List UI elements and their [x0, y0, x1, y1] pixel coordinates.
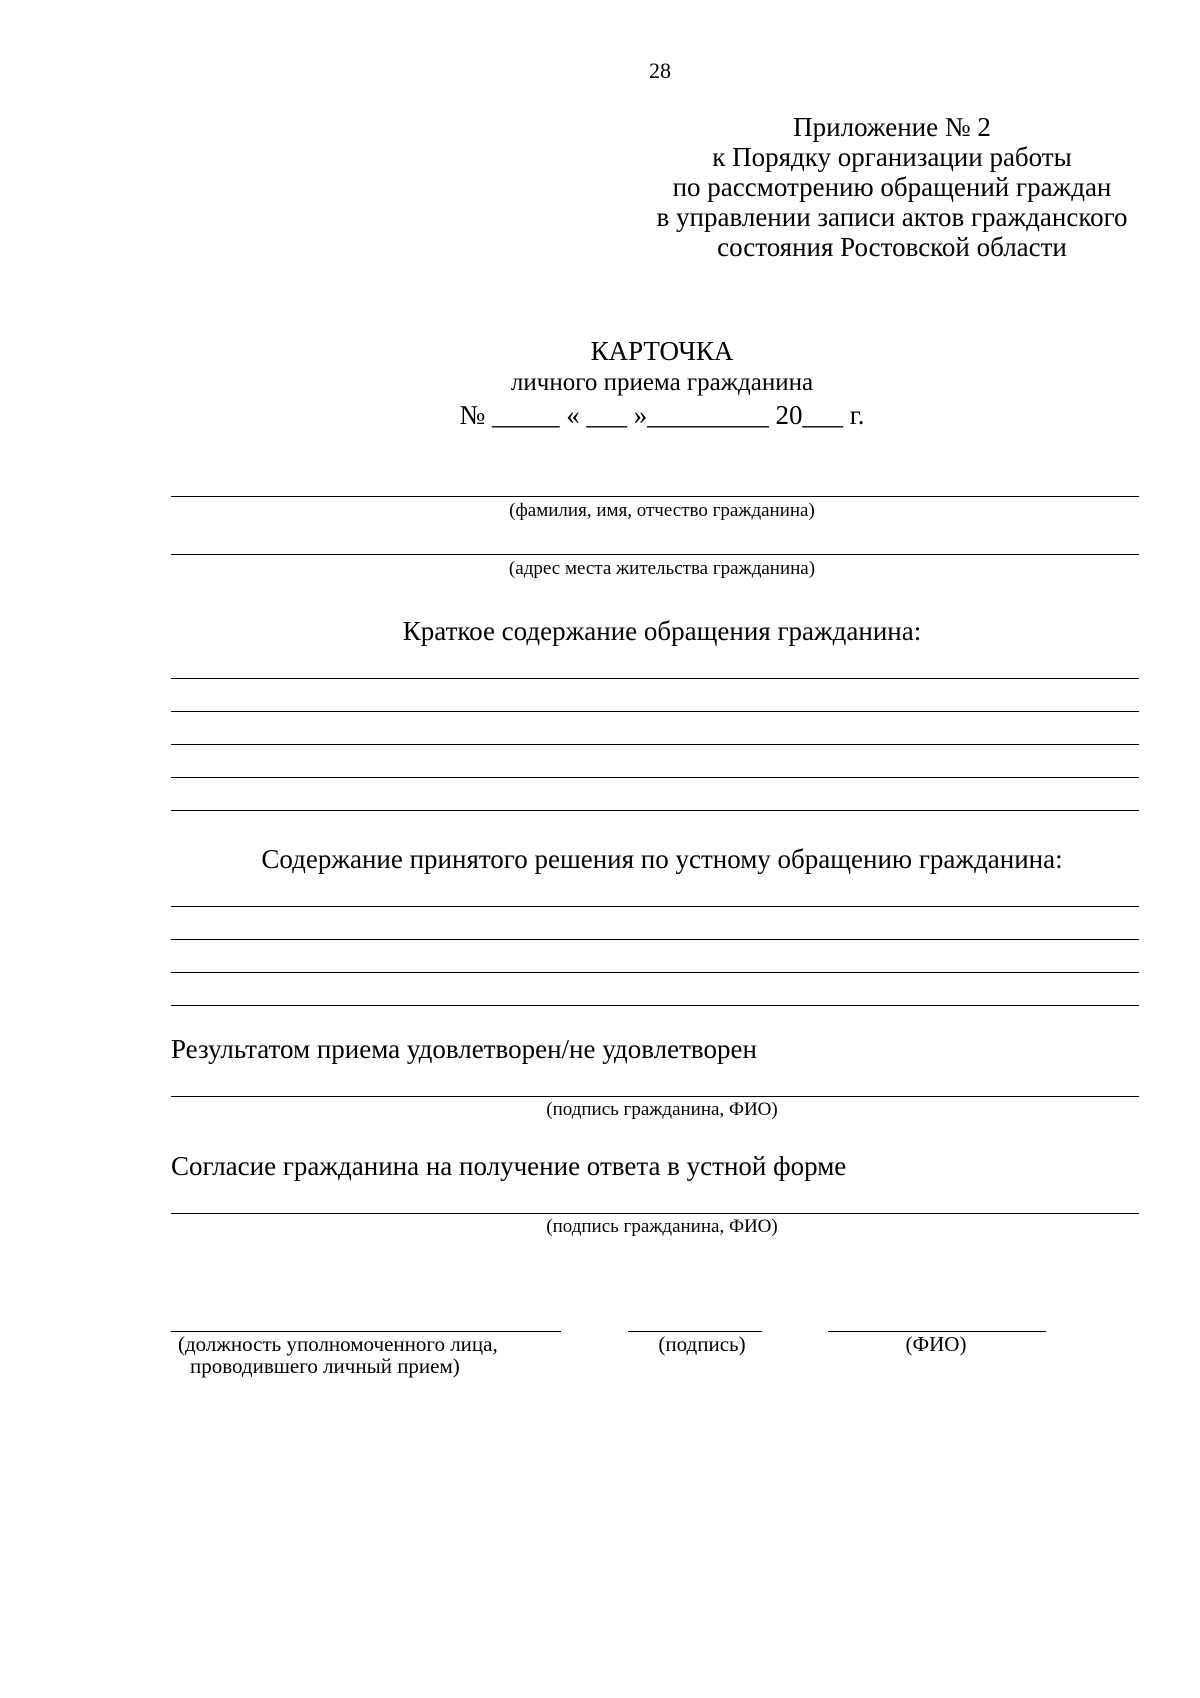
summary-line[interactable] — [171, 711, 1139, 712]
decision-line[interactable] — [171, 939, 1139, 940]
decision-heading: Содержание принятого решения по устному обращению гражданина: — [261, 844, 1063, 874]
decision-line[interactable] — [171, 972, 1139, 973]
appendix-line: к Порядку организации работы — [712, 142, 1072, 172]
card-title: КАРТОЧКА — [590, 336, 734, 366]
decision-line[interactable] — [171, 906, 1139, 907]
page-number: 28 — [649, 58, 671, 83]
consent-signature-caption: (подпись гражданина, ФИО) — [546, 1216, 778, 1237]
result-text: Результатом приема удовлетворен/не удовлетворен — [171, 1034, 757, 1064]
appendix-header — [657, 112, 1128, 262]
consent-text: Согласие гражданина на получение ответа в устной форме — [171, 1151, 847, 1181]
official-position-caption-line: (должность уполномоченного лица, — [178, 1332, 498, 1356]
official-position-caption — [178, 1333, 498, 1377]
summary-line[interactable] — [171, 810, 1139, 811]
full-name-caption: (фамилия, имя, отчество гражданина) — [509, 500, 815, 521]
card-subtitle: личного приема гражданина — [510, 369, 814, 396]
summary-line[interactable] — [171, 678, 1139, 679]
appendix-line: Приложение № 2 — [793, 112, 991, 142]
appendix-line: по рассмотрению обращений граждан — [672, 172, 1112, 202]
summary-line[interactable] — [171, 744, 1139, 745]
decision-line[interactable] — [171, 1005, 1139, 1006]
result-signature-caption: (подпись гражданина, ФИО) — [546, 1099, 778, 1120]
card-number-date-line: № _____ « ___ »_________ 20___ г. — [459, 400, 865, 430]
full-name-line[interactable] — [171, 496, 1139, 497]
official-position-caption-line: проводившего личный прием) — [190, 1354, 460, 1378]
result-signature-line[interactable] — [171, 1096, 1139, 1097]
address-caption: (адрес места жительства гражданина) — [508, 558, 816, 579]
address-line[interactable] — [171, 554, 1139, 555]
appendix-line: состояния Ростовской области — [717, 232, 1067, 262]
appendix-line: в управлении записи актов гражданского — [656, 202, 1128, 232]
summary-line[interactable] — [171, 777, 1139, 778]
consent-signature-line[interactable] — [171, 1213, 1139, 1214]
official-fio-caption: (ФИО) — [905, 1332, 967, 1356]
summary-heading: Краткое содержание обращения гражданина: — [402, 616, 922, 646]
official-signature-caption: (подпись) — [658, 1332, 746, 1356]
